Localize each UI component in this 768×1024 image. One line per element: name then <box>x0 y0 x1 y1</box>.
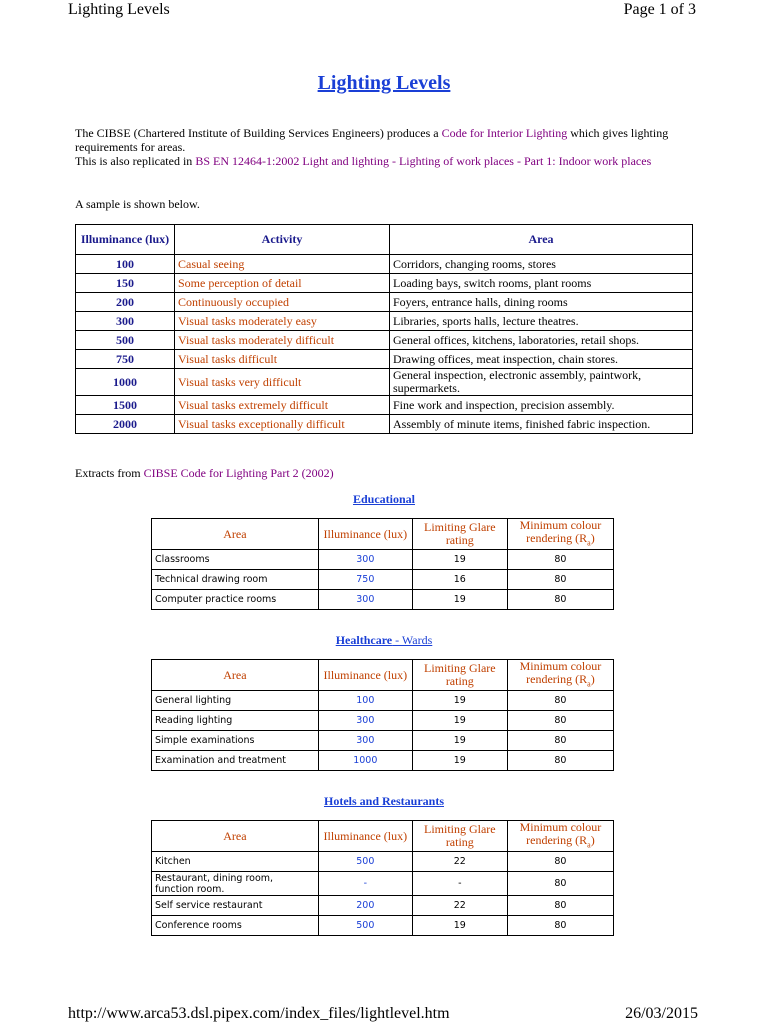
cibse-code-link[interactable]: Code for Interior Lighting <box>441 126 568 140</box>
healthcare-link[interactable]: Healthcare <box>335 633 393 647</box>
hotels-title[interactable]: Hotels and Restaurants <box>323 794 444 808</box>
table-row: 200 Continuously occupied Foyers, entrance halls, dining rooms <box>76 293 693 312</box>
intro-paragraph: The CIBSE (Chartered Institute of Building Services Engineers) produces a Code for Interior Lighting which gives lighting requirements for areas. This is also replicated in BS EN 12464-1:2002 Light and lighting - Lighting of work places - Part 1: Indoor work places <box>75 126 669 168</box>
sample-note: A sample is shown below. <box>75 197 200 211</box>
table-row: Conference rooms 500 19 80 <box>152 916 614 936</box>
table-row: 1000 Visual tasks very difficult General inspection, electronic assembly, paintwork, supermarkets. <box>76 369 693 396</box>
table-row: 750 Visual tasks difficult Drawing offices, meat inspection, chain stores. <box>76 350 693 369</box>
table-row: Classrooms 300 19 80 <box>152 550 614 570</box>
table-row: Examination and treatment 1000 19 80 <box>152 751 614 771</box>
table-row: Kitchen 500 22 80 <box>152 852 614 872</box>
table-row: Reading lighting 300 19 80 <box>152 711 614 731</box>
hotels-table: Area Illuminance (lux) Limiting Glare rating Minimum colour rendering $(R_a)$ Kitchen 500 22 80 Restaurant, dining room, function room. - - 80 Self service restaurant 200 22 80 Conference rooms 500 19 80 <box>151 820 614 936</box>
healthcare-table: Area Illuminance (lux) Limiting Glare rating Minimum colour rendering $(R_a)$ General lighting 100 19 80 Reading lighting 300 19 80 Simple examinations 300 19 80 Examination and treatment 1000 19 80 <box>151 659 614 771</box>
table-row: Restaurant, dining room, function room. - - 80 <box>152 872 614 896</box>
table-row: Self service restaurant 200 22 80 <box>152 896 614 916</box>
col-colour: Minimum colour rendering $(R_a)$ <box>507 519 613 550</box>
table-row: 100 Casual seeing Corridors, changing rooms, stores <box>76 255 693 274</box>
table-row: 1500 Visual tasks extremely difficult Fine work and inspection, precision assembly. <box>76 396 693 415</box>
extracts-note: Extracts from CIBSE Code for Lighting Part 2 (2002) <box>75 466 334 480</box>
col-area: Area <box>152 519 319 550</box>
footer-date: 26/03/2015 <box>625 1005 698 1022</box>
page-title: Lighting Levels <box>317 72 451 94</box>
table-row: 2000 Visual tasks exceptionally difficult Assembly of minute items, finished fabric inspection. <box>76 415 693 434</box>
header-area: Area <box>390 225 693 255</box>
col-illuminance: Illuminance (lux) <box>318 519 412 550</box>
table-row: 500 Visual tasks moderately difficult General offices, kitchens, laboratories, retail shops. <box>76 331 693 350</box>
table-row: General lighting 100 19 80 <box>152 691 614 711</box>
main-lighting-table <box>75 224 693 434</box>
bs-en-link[interactable]: BS EN 12464-1:2002 Light and lighting - Lighting of work places - Part 1: Indoor work places <box>195 154 652 168</box>
footer-url[interactable]: http://www.arca53.dsl.pipex.com/index_files/lightlevel.htm <box>68 1005 450 1022</box>
header-activity: Activity <box>175 225 390 255</box>
educational-title[interactable]: Educational <box>352 492 415 506</box>
healthcare-title: Healthcare - Wards <box>335 633 433 647</box>
page-number: Page 1 of 3 <box>623 1 696 18</box>
cibse-part2-link[interactable]: CIBSE Code for Lighting Part 2 (2002) <box>143 466 334 480</box>
table-row: Simple examinations 300 19 80 <box>152 731 614 751</box>
educational-table <box>151 518 614 610</box>
table-row: 150 Some perception of detail Loading bays, switch rooms, plant rooms <box>76 274 693 293</box>
table-row: Technical drawing room 750 16 80 <box>152 570 614 590</box>
header-title: Lighting Levels <box>68 1 170 18</box>
table-row: Computer practice rooms 300 19 80 <box>152 590 614 610</box>
col-glare: Limiting Glare rating <box>412 519 507 550</box>
table-row: 300 Visual tasks moderately easy Libraries, sports halls, lecture theatres. <box>76 312 693 331</box>
header-illuminance: Illuminance (lux) <box>76 225 175 255</box>
